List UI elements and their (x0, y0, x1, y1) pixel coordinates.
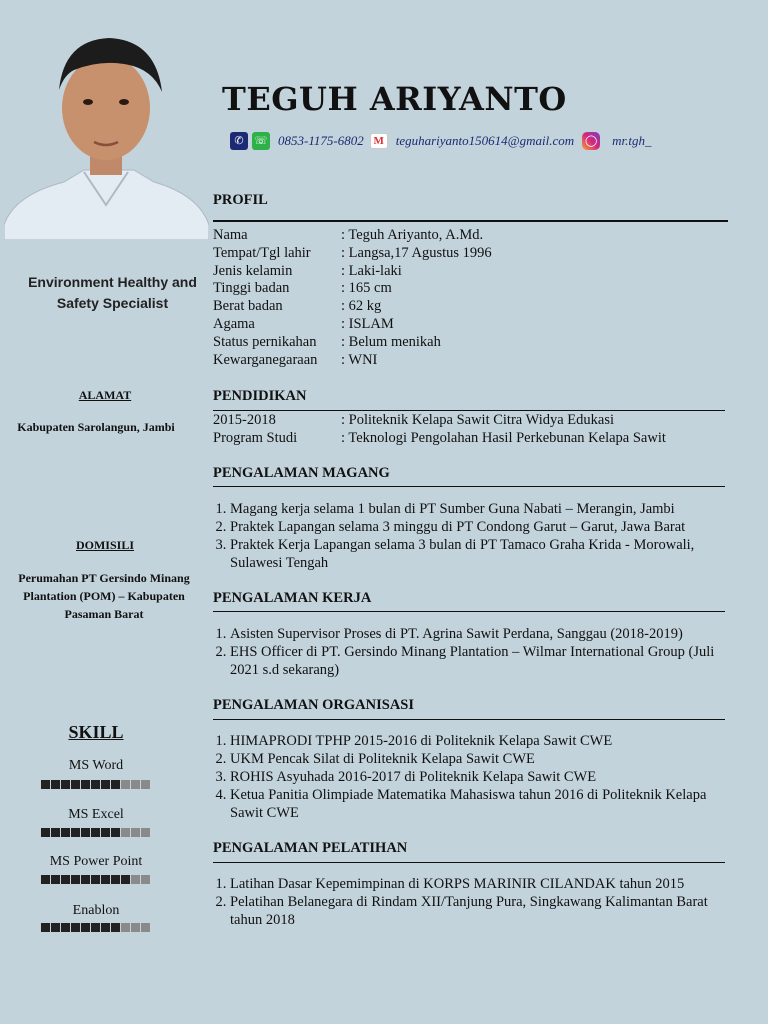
whatsapp-icon: ☏ (252, 132, 270, 150)
list-item: 1. Magang kerja selama 1 bulan di PT Sumber Guna Nabati – Merangin, Jambi (230, 500, 742, 518)
pendidikan-row (213, 430, 725, 448)
skill-level-block (71, 828, 80, 837)
skill-level-block (121, 923, 130, 932)
pelatihan-heading: PENGALAMAN PELATIHAN (213, 840, 408, 856)
phone-number[interactable]: 0853-1175-6802 (278, 133, 364, 148)
skill-level-block (41, 780, 50, 789)
skill-level-block (61, 875, 70, 884)
divider (213, 611, 725, 612)
profil-row (213, 280, 725, 298)
profil-heading: PROFIL (213, 192, 268, 208)
kerja-heading: PENGALAMAN KERJA (213, 590, 372, 606)
profil-key: Jenis kelamin (213, 262, 293, 279)
divider (213, 862, 725, 863)
skill-level-block (81, 875, 90, 884)
skill-level-block (71, 875, 80, 884)
skill-name: Enablon (72, 903, 120, 918)
skill-level-block (141, 923, 150, 932)
profil-value: : WNI (341, 351, 378, 368)
skill-level-block (121, 828, 130, 837)
skill-bar (41, 828, 150, 837)
profil-row (213, 316, 725, 334)
pendidikan-heading: PENDIDIKAN (213, 388, 307, 404)
skill-level-block (141, 828, 150, 837)
domisili-label: DOMISILI (75, 538, 134, 552)
domisili-value: Perumahan PT Gersindo Minang Plantation (POM) – Kabupaten Pasaman Barat (18, 571, 190, 621)
job-title: Environment Healthy and Safety Specialist (28, 274, 197, 311)
skill-level-block (71, 923, 80, 932)
pendidikan-key: Program Studi (213, 429, 298, 446)
organisasi-heading: PENGALAMAN ORGANISASI (213, 697, 415, 713)
profil-value: : ISLAM (341, 315, 394, 332)
pendidikan-value: : Teknologi Pengolahan Hasil Perkebunan Kelapa Sawit (341, 429, 666, 446)
divider (213, 220, 728, 222)
profil-value: : Teguh Ariyanto, A.Md. (341, 227, 484, 243)
profile-photo (4, 30, 209, 240)
list-item: 2. UKM Pencak Silat di Politeknik Kelapa Sawit CWE (230, 750, 742, 768)
magang-heading: PENGALAMAN MAGANG (213, 465, 390, 481)
profil-value: : Belum menikah (341, 333, 441, 350)
skill-level-block (91, 828, 100, 837)
profil-row (213, 352, 725, 370)
profil-table (213, 227, 725, 369)
skill-bar (41, 875, 150, 884)
skill-level-block (131, 828, 140, 837)
skill-level-block (111, 923, 120, 932)
skill-level-block (111, 875, 120, 884)
profil-row (213, 334, 725, 352)
list-item: 3. Praktek Kerja Lapangan selama 3 bulan di PT Tamaco Graha Krida - Morowali, Sulawesi Tengah (230, 536, 742, 572)
skill-level-block (141, 875, 150, 884)
pendidikan-value: : Politeknik Kelapa Sawit Citra Widya Edukasi (341, 412, 614, 428)
skill-level-block (131, 875, 140, 884)
profil-key: Status pernikahan (213, 333, 317, 350)
skill-bar (41, 780, 150, 789)
skill-level-block (131, 923, 140, 932)
skill-level-block (101, 780, 110, 789)
pelatihan-list (213, 875, 742, 929)
skill-level-block (101, 828, 110, 837)
divider (213, 410, 725, 411)
skill-level-block (51, 875, 60, 884)
profil-key: Kewarganegaraan (213, 351, 318, 368)
profil-key: Berat badan (213, 298, 283, 315)
skill-level-block (91, 875, 100, 884)
list-item: 2. EHS Officer di PT. Gersindo Minang Plantation – Wilmar International Group (Juli 2021 s.d sekarang) (230, 643, 742, 679)
skill-level-block (61, 923, 70, 932)
profil-value: : Langsa,17 Agustus 1996 (341, 244, 492, 261)
profil-row (213, 298, 725, 316)
email-link[interactable]: teguhariyanto150614@gmail.com (395, 133, 575, 148)
skill-level-block (141, 780, 150, 789)
divider (213, 719, 725, 720)
pendidikan-table (213, 412, 725, 448)
skill-level-block (71, 780, 80, 789)
skill-level-block (41, 875, 50, 884)
alamat-label: ALAMAT (78, 388, 132, 402)
skill-name: MS Power Point (49, 854, 143, 869)
list-item: 1. Asisten Supervisor Proses di PT. Agrina Sawit Perdana, Sanggau (2018-2019) (230, 625, 742, 643)
profil-value: : 62 kg (341, 298, 382, 315)
list-item: 1. Latihan Dasar Kepemimpinan di KORPS MARINIR CILANDAK tahun 2015 (230, 875, 742, 893)
instagram-handle[interactable]: mr.tgh_ (612, 133, 652, 148)
pendidikan-key: 2015-2018 (213, 412, 276, 428)
profil-key: Agama (213, 315, 255, 332)
profil-row (213, 263, 725, 281)
skill-bar (41, 923, 150, 932)
skill-level-block (81, 780, 90, 789)
instagram-icon: ◯ (582, 132, 600, 150)
skill-level-block (61, 780, 70, 789)
skill-level-block (81, 828, 90, 837)
skill-level-block (131, 780, 140, 789)
phone-icon: ✆ (230, 132, 248, 150)
divider (213, 486, 725, 487)
magang-list (213, 500, 742, 572)
alamat-value: Kabupaten Sarolangun, Jambi (17, 420, 175, 434)
profil-value: : 165 cm (341, 280, 392, 297)
skill-level-block (41, 923, 50, 932)
person-name: TEGUH ARIYANTO (222, 80, 567, 118)
skill-level-block (51, 923, 60, 932)
profil-row (213, 245, 725, 263)
pendidikan-row (213, 412, 725, 430)
skill-level-block (81, 923, 90, 932)
skill-title: SKILL (68, 722, 124, 742)
skill-name: MS Excel (68, 807, 124, 822)
organisasi-list (213, 732, 742, 822)
skill-level-block (111, 828, 120, 837)
profil-value: : Laki-laki (341, 262, 402, 279)
skill-level-block (61, 828, 70, 837)
skill-level-block (51, 828, 60, 837)
skill-level-block (121, 780, 130, 789)
profil-key: Tinggi badan (213, 280, 290, 297)
profil-key: Tempat/Tgl lahir (213, 244, 311, 261)
skill-level-block (111, 780, 120, 789)
list-item: 1. HIMAPRODI TPHP 2015-2016 di Politeknik Kelapa Sawit CWE (230, 732, 742, 750)
list-item: 2. Pelatihan Belanegara di Rindam XII/Tanjung Pura, Singkawang Kalimantan Barat tahun 2018 (230, 893, 742, 929)
profil-key: Nama (213, 227, 248, 243)
skill-level-block (51, 780, 60, 789)
list-item: 4. Ketua Panitia Olimpiade Matematika Mahasiswa tahun 2016 di Politeknik Kelapa Sawit CWE (230, 786, 742, 822)
skill-level-block (41, 828, 50, 837)
skill-level-block (101, 923, 110, 932)
kerja-list (213, 625, 742, 679)
skill-level-block (91, 923, 100, 932)
skill-level-block (91, 780, 100, 789)
skill-level-block (101, 875, 110, 884)
list-item: 3. ROHIS Asyuhada 2016-2017 di Politeknik Kelapa Sawit CWE (230, 768, 742, 786)
list-item: 2. Praktek Lapangan selama 3 minggu di PT Condong Garut – Garut, Jawa Barat (230, 518, 742, 536)
skill-name: MS Word (68, 758, 124, 773)
contact-bar (230, 130, 652, 152)
gmail-icon: M (370, 133, 388, 149)
skill-level-block (121, 875, 130, 884)
profil-row (213, 227, 725, 245)
